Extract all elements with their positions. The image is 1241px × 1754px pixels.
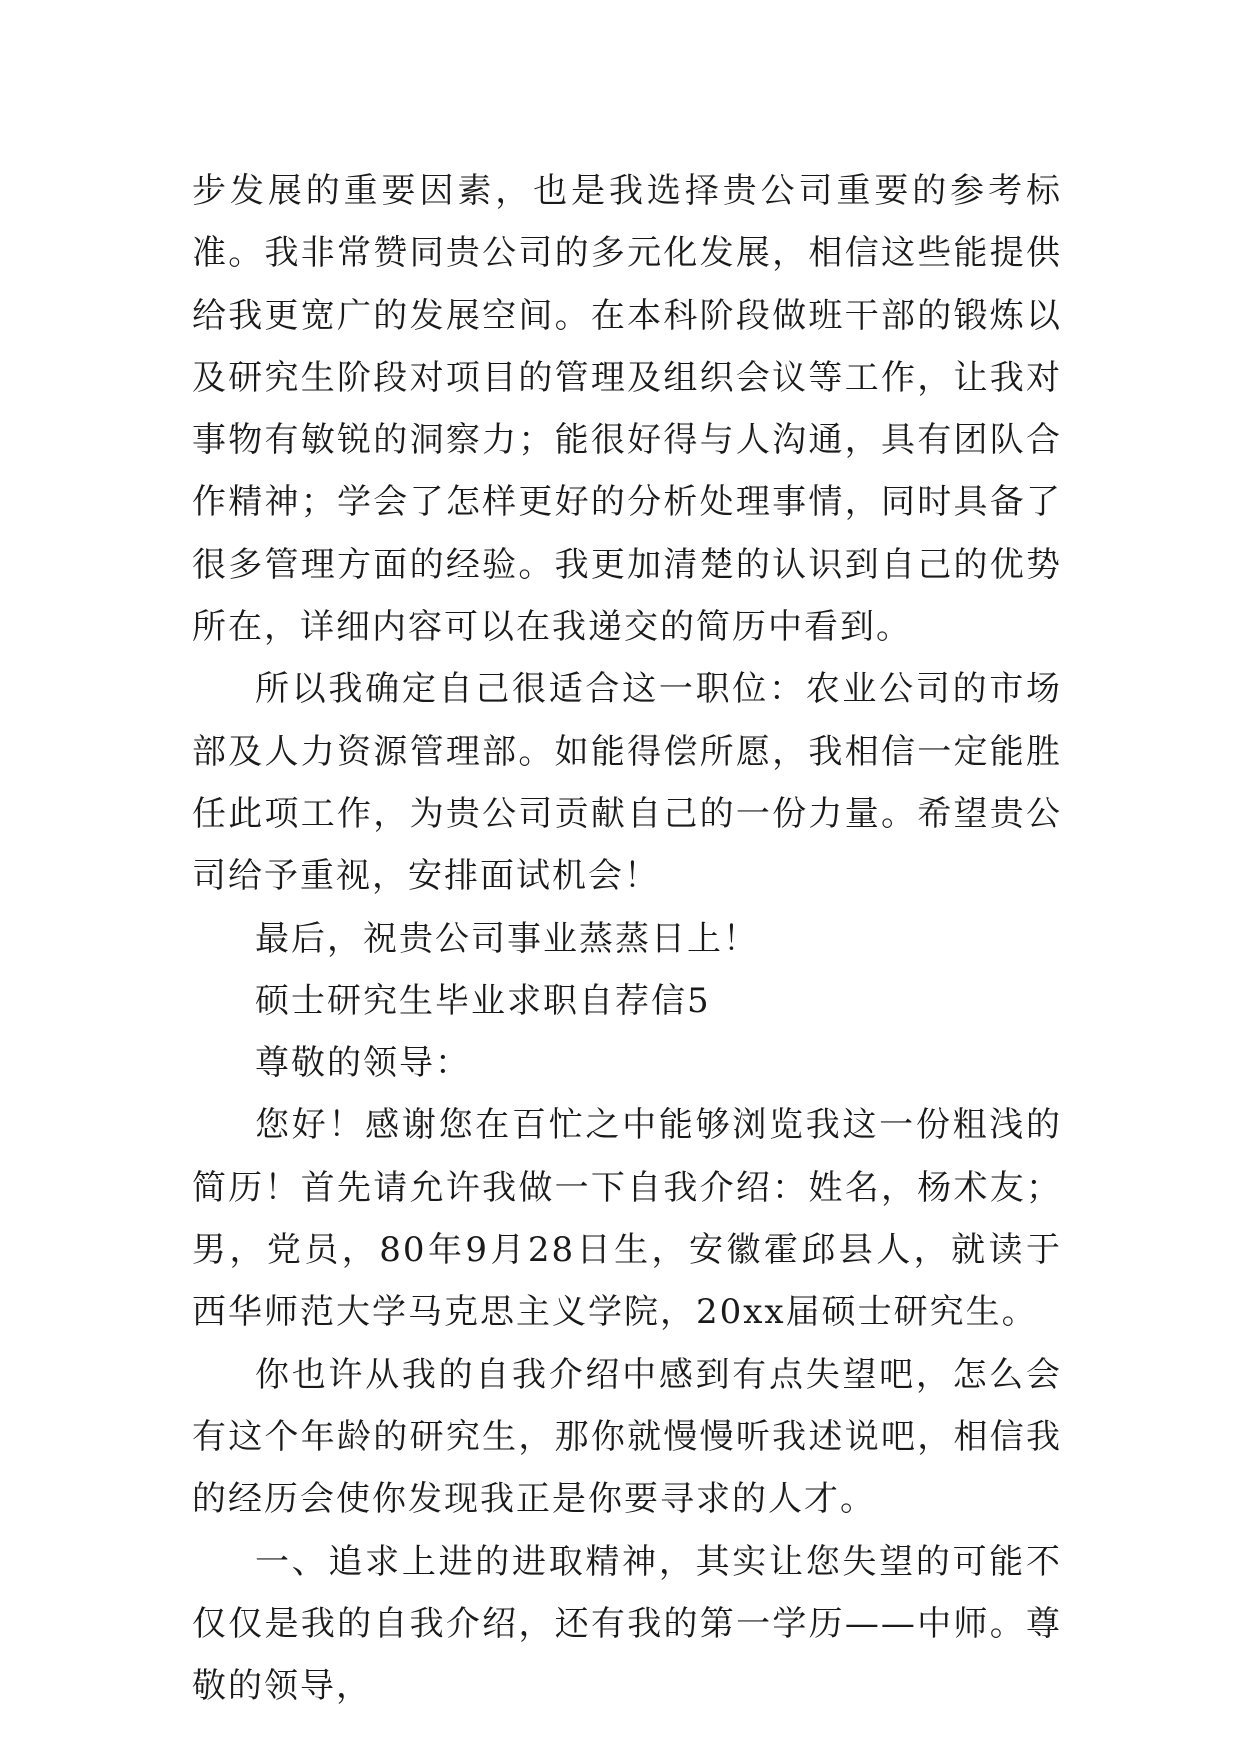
paragraph-age-note: 你也许从我的自我介绍中感到有点失望吧，怎么会有这个年龄的研究生，那你就慢慢听我述说吧，相信我的经历会使你发现我正是你要寻求的人才。	[192, 1354, 1062, 1520]
paragraph-introduction: 您好！感谢您在百忙之中能够浏览我这一份粗浅的简历！首先请允许我做一下自我介绍：姓名，杨术友；男，党员，80年9月28日生，安徽霍邱县人，就读于西华师范大学马克思主义学院，20xx届硕士研究生。	[192, 1105, 1062, 1333]
paragraph-closing-wish: 最后，祝贵公司事业蒸蒸日上！	[255, 918, 759, 959]
document-body	[192, 160, 1062, 1717]
paragraph-continued: 步发展的重要因素，也是我选择贵公司重要的参考标准。我非常赞同贵公司的多元化发展，相信这些能提供给我更宽广的发展空间。在本科阶段做班干部的锻炼以及研究生阶段对项目的管理及组织会议等工作，让我对事物有敏锐的洞察力；能很好得与人沟通，具有团队合作精神；学会了怎样更好的分析处理事情，同时具备了很多管理方面的经验。我更加清楚的认识到自己的优势所在，详细内容可以在我递交的简历中看到。	[192, 171, 1062, 648]
section-title: 硕士研究生毕业求职自荐信5	[255, 980, 711, 1021]
paragraph-position-statement: 所以我确定自己很适合这一职位：农业公司的市场部及人力资源管理部。如能得偿所愿，我相信一定能胜任此项工作，为贵公司贡献自己的一份力量。希望贵公司给予重视，安排面试机会！	[192, 669, 1062, 897]
salutation: 尊敬的领导：	[255, 1043, 471, 1084]
paragraph-point-one: 一、追求上进的进取精神，其实让您失望的可能不仅仅是我的自我介绍，还有我的第一学历——中师。尊敬的领导，	[192, 1541, 1062, 1707]
